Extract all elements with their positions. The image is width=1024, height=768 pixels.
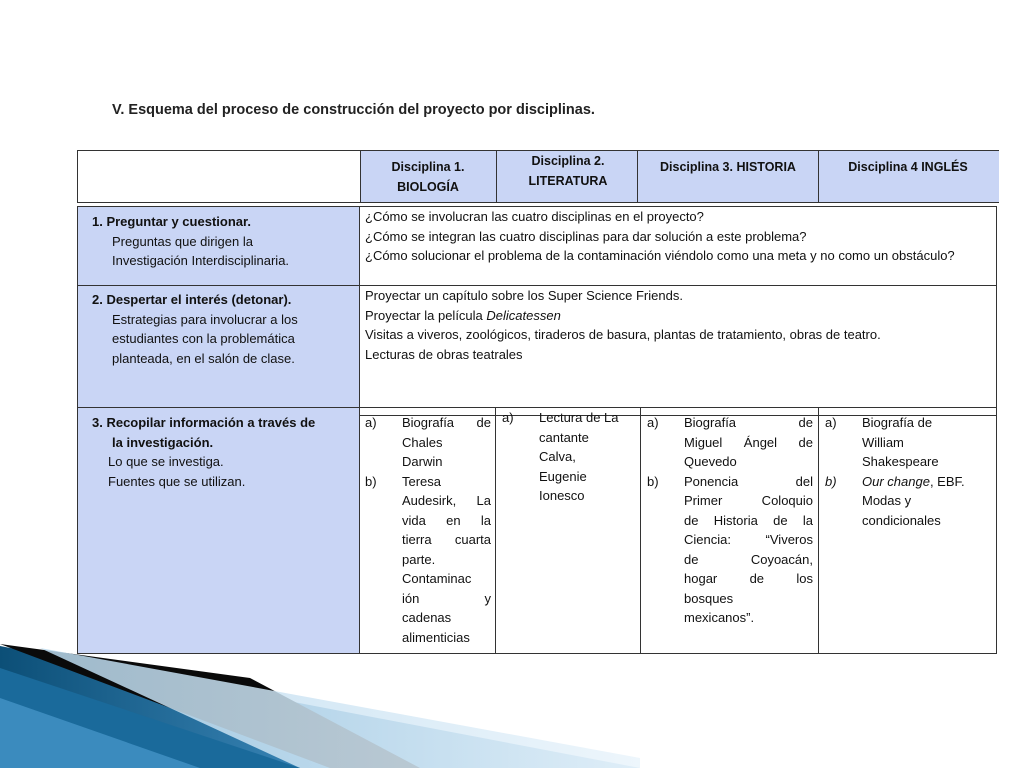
row2-title: 2. Despertar el interés (detonar). xyxy=(92,292,292,307)
list-item: a) Biografía de Chales Darwin xyxy=(365,415,491,469)
row1-question-3: ¿Cómo solucionar el problema de la contaminación viéndolo como una meta y no como un obstáculo? xyxy=(365,248,955,263)
grid-line xyxy=(818,407,819,654)
grid-line xyxy=(359,206,360,654)
header-label-historia: Disciplina 3. HISTORIA xyxy=(660,160,796,174)
row1-content xyxy=(365,207,993,266)
row2-sub-2: estudiantes con la problemática xyxy=(112,331,295,346)
header-row xyxy=(77,150,999,203)
list-item: b) Ponencia del Primer Coloquio de Historia de la Ciencia: “Viveros de Coyoacán, hogar de los bosques mexicanos”. xyxy=(647,473,813,625)
row2-line-1: Proyectar un capítulo sobre los Super Science Friends. xyxy=(365,288,683,303)
header-label-ingles: Disciplina 4 INGLÉS xyxy=(848,160,968,174)
row2-content xyxy=(365,286,993,364)
row3-title-1: 3. Recopilar información a través de xyxy=(92,415,316,430)
row2-sub-3: planteada, en el salón de clase. xyxy=(112,350,295,366)
decorative-swoosh xyxy=(0,638,640,768)
row3-label xyxy=(92,413,354,491)
grid-line xyxy=(640,407,641,654)
row3-sub-1: Lo que se investiga. xyxy=(108,454,224,469)
row3-historia xyxy=(647,413,813,628)
row2-line-3: Visitas a viveros, zoológicos, tiraderos de basura, plantas de tratamiento, obras de teatro. xyxy=(365,327,881,342)
row1-question-1: ¿Cómo se involucran las cuatro disciplinas en el proyecto? xyxy=(365,209,704,224)
header-label-literatura: Disciplina 2. LITERATURA xyxy=(528,154,608,188)
row1-question-2: ¿Cómo se integran las cuatro disciplinas para dar solución a este problema? xyxy=(365,228,807,244)
list-item: a) Biografía de Miguel Ángel de Quevedo xyxy=(647,415,813,469)
row1-title: 1. Preguntar y cuestionar. xyxy=(92,214,251,229)
row2-film-title: Delicatessen xyxy=(486,307,561,323)
row2-line-4: Lecturas de obras teatrales xyxy=(365,346,523,362)
list-item: b) Our change, EBF. Modas y condicionales xyxy=(825,473,965,528)
list-item: b) Teresa Audesirk, La vida en la tierra cuarta parte. Contaminac ión y cadenas alimenticias xyxy=(365,473,491,645)
row3-biologia xyxy=(365,413,491,647)
header-blank-cell xyxy=(78,151,360,202)
row3-title-2: la investigación. xyxy=(112,434,214,450)
row2-film-prefix: Proyectar la película xyxy=(365,307,487,323)
row2-sub-1: Estrategias para involucrar a los xyxy=(112,311,298,327)
row1-sub-1: Preguntas que dirigen la xyxy=(112,233,253,249)
page-title: V. Esquema del proceso de construcción del proyecto por disciplinas. xyxy=(112,102,595,118)
row3-ingles xyxy=(825,413,995,530)
row3-literatura xyxy=(502,408,638,506)
header-label-biologia: Disciplina 1. BIOLOGÍA xyxy=(391,160,465,194)
row3-sub-2: Fuentes que se utilizan. xyxy=(108,473,246,489)
row1-sub-2: Investigación Interdisciplinaria. xyxy=(112,253,290,268)
list-item: a) Lectura de La cantante Calva, Eugenie Ionesco xyxy=(502,410,619,503)
row2-line-2 xyxy=(365,306,993,326)
row1-label xyxy=(92,212,354,271)
grid-line xyxy=(495,407,496,654)
list-item: a) Biografía de William Shakespeare xyxy=(825,415,939,469)
row2-label xyxy=(92,290,354,368)
